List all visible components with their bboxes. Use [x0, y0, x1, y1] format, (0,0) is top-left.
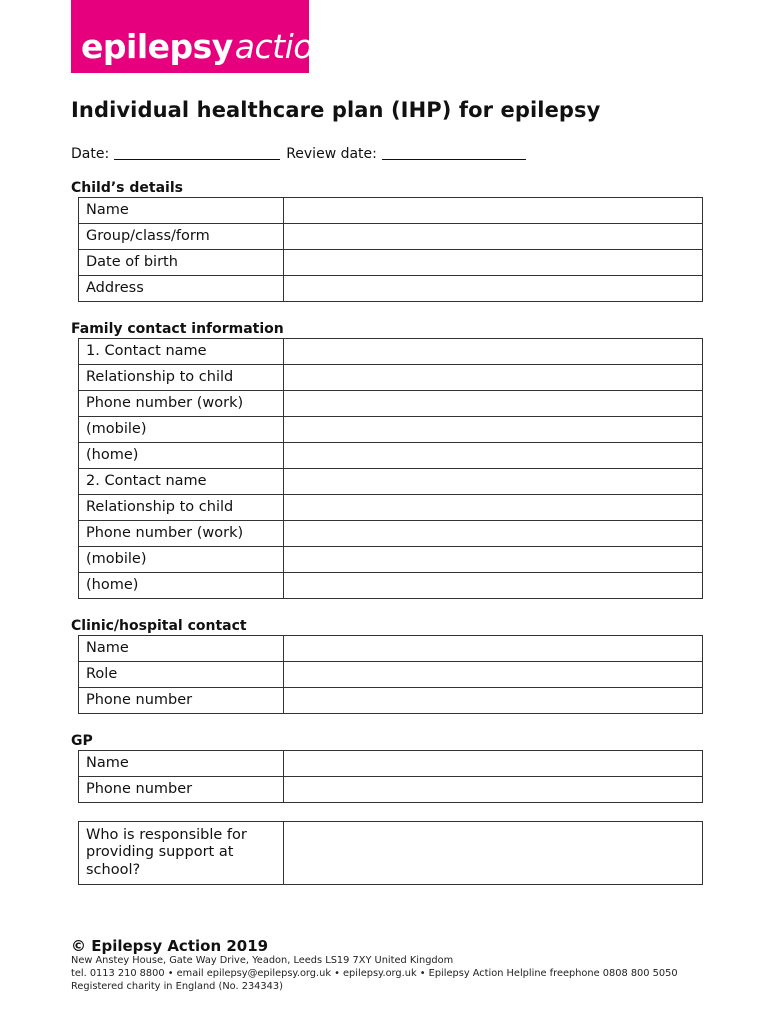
address-field[interactable] — [284, 276, 703, 302]
row-label: Date of birth — [79, 250, 284, 276]
row-label: Relationship to child — [79, 365, 284, 391]
row-label: 1. Contact name — [79, 339, 284, 365]
footer-contact: tel. 0113 210 8800 • email epilepsy@epilepsy.org.uk • epilepsy.org.uk • Epilepsy Action Helpline freephone 0808 800 5050 — [71, 968, 678, 979]
table-row — [79, 443, 703, 469]
footer-copyright: © Epilepsy Action 2019 — [71, 937, 269, 955]
date-field[interactable] — [114, 143, 280, 160]
contact2-work-phone-field[interactable] — [284, 521, 703, 547]
table-row — [79, 339, 703, 365]
row-label: Group/class/form — [79, 224, 284, 250]
contact2-name-field[interactable] — [284, 469, 703, 495]
contact1-home-field[interactable] — [284, 443, 703, 469]
contact1-mobile-field[interactable] — [284, 417, 703, 443]
table-row — [79, 822, 703, 885]
row-label: (mobile) — [79, 417, 284, 443]
row-label: (mobile) — [79, 547, 284, 573]
table-row — [79, 688, 703, 714]
row-label: Name — [79, 198, 284, 224]
row-label: Phone number (work) — [79, 391, 284, 417]
contact1-name-field[interactable] — [284, 339, 703, 365]
gp-heading: GP — [71, 733, 93, 749]
epilepsy-action-logo — [81, 27, 334, 66]
logo-word-epilepsy: epilepsy — [81, 27, 233, 66]
table-row — [79, 365, 703, 391]
footer-address: New Anstey House, Gate Way Drive, Yeadon, Leeds LS19 7XY United Kingdom — [71, 955, 454, 966]
table-row — [79, 547, 703, 573]
clinic-phone-field[interactable] — [284, 688, 703, 714]
review-date-label: Review date: — [286, 146, 377, 162]
row-label: 2. Contact name — [79, 469, 284, 495]
table-row — [79, 573, 703, 599]
row-label: Role — [79, 662, 284, 688]
date-row — [71, 143, 532, 162]
responsible-field[interactable] — [284, 822, 703, 885]
family-contact-heading: Family contact information — [71, 321, 284, 337]
childs-details-table — [78, 197, 703, 302]
table-row — [79, 751, 703, 777]
contact2-mobile-field[interactable] — [284, 547, 703, 573]
contact2-home-field[interactable] — [284, 573, 703, 599]
footer-details — [71, 954, 701, 993]
contact1-relationship-field[interactable] — [284, 365, 703, 391]
group-class-form-field[interactable] — [284, 224, 703, 250]
table-row — [79, 636, 703, 662]
logo-word-action: action — [234, 27, 334, 66]
table-row — [79, 469, 703, 495]
table-row — [79, 662, 703, 688]
table-row — [79, 521, 703, 547]
row-label: (home) — [79, 443, 284, 469]
table-row — [79, 777, 703, 803]
row-label: Phone number (work) — [79, 521, 284, 547]
row-label: Relationship to child — [79, 495, 284, 521]
table-row — [79, 417, 703, 443]
name-field[interactable] — [284, 198, 703, 224]
table-row — [79, 250, 703, 276]
gp-phone-field[interactable] — [284, 777, 703, 803]
responsible-label: Who is responsible for providing support at school? — [79, 822, 284, 885]
clinic-contact-table — [78, 635, 703, 714]
responsible-table — [78, 821, 703, 885]
clinic-role-field[interactable] — [284, 662, 703, 688]
clinic-contact-heading: Clinic/hospital contact — [71, 618, 247, 634]
gp-table — [78, 750, 703, 803]
childs-details-heading: Child’s details — [71, 180, 183, 196]
row-label: Phone number — [79, 777, 284, 803]
row-label: (home) — [79, 573, 284, 599]
review-date-field[interactable] — [382, 143, 526, 160]
row-label: Name — [79, 751, 284, 777]
contact2-relationship-field[interactable] — [284, 495, 703, 521]
table-row — [79, 224, 703, 250]
table-row — [79, 276, 703, 302]
row-label: Name — [79, 636, 284, 662]
family-contact-table — [78, 338, 703, 599]
date-of-birth-field[interactable] — [284, 250, 703, 276]
row-label: Address — [79, 276, 284, 302]
contact1-work-phone-field[interactable] — [284, 391, 703, 417]
table-row — [79, 198, 703, 224]
row-label: Phone number — [79, 688, 284, 714]
table-row — [79, 391, 703, 417]
clinic-name-field[interactable] — [284, 636, 703, 662]
table-row — [79, 495, 703, 521]
gp-name-field[interactable] — [284, 751, 703, 777]
document-title: Individual healthcare plan (IHP) for epilepsy — [71, 98, 601, 122]
footer-charity: Registered charity in England (No. 234343) — [71, 981, 283, 992]
date-label: Date: — [71, 146, 110, 162]
